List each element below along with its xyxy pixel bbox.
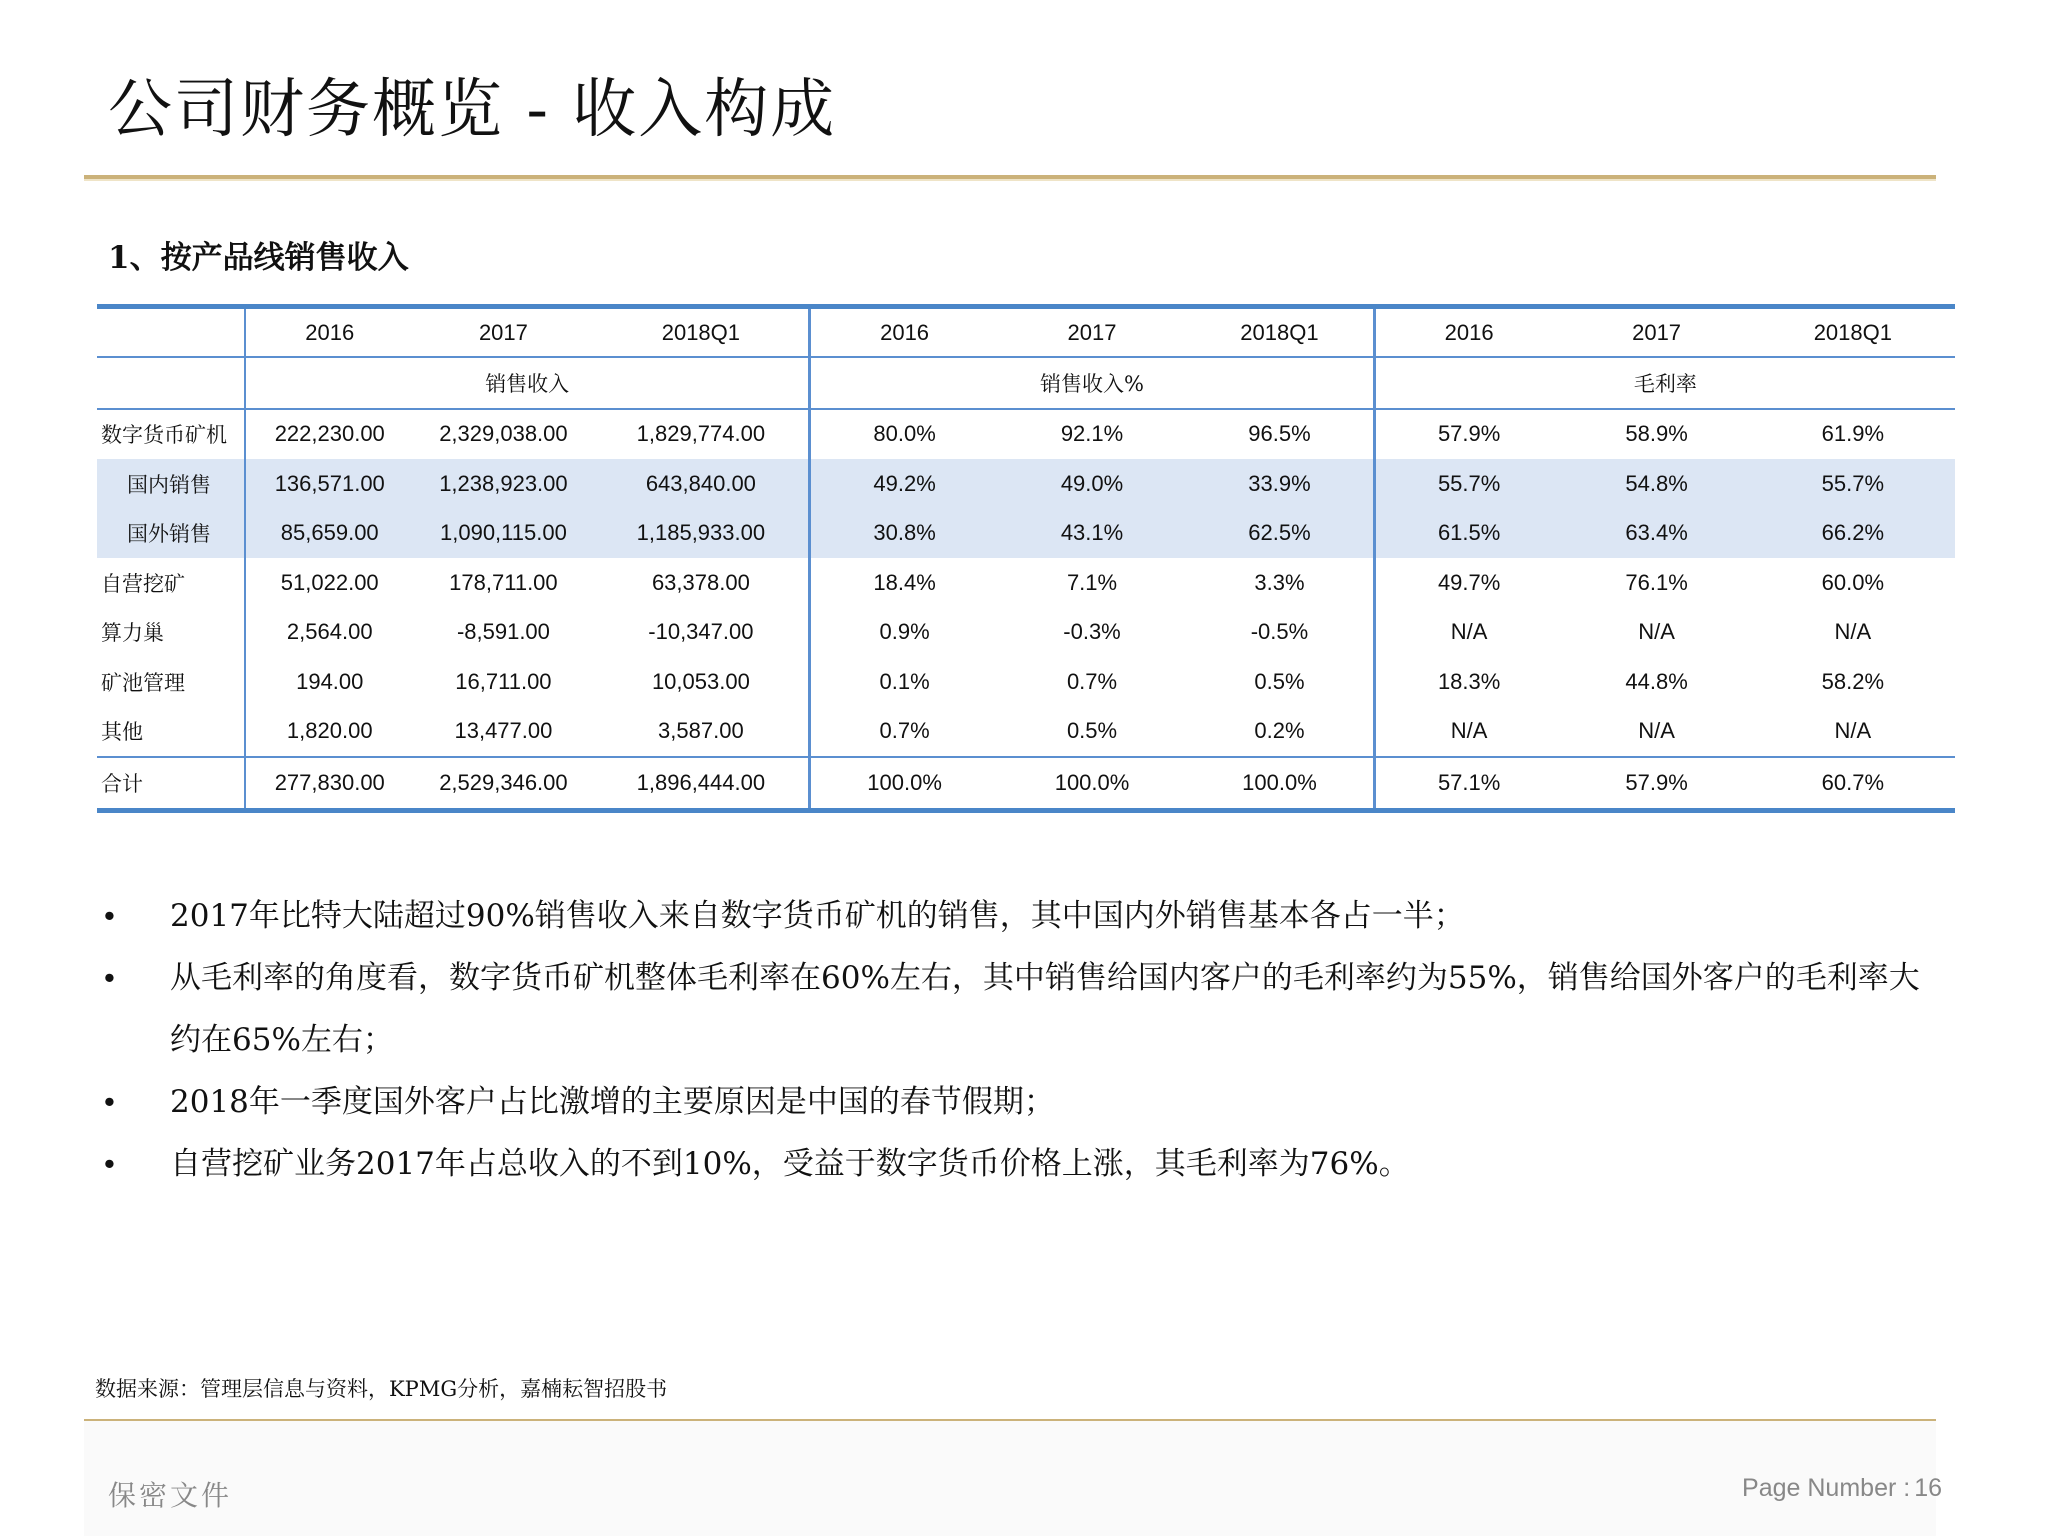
- page-number-label: Page Number :: [1742, 1474, 1911, 1502]
- table-cell: 80.0%: [810, 409, 998, 460]
- table-cell: 30.8%: [810, 509, 998, 559]
- table-cell: N/A: [1834, 619, 1872, 645]
- year-header-row: [97, 307, 1955, 358]
- bullet-dot-icon: •: [104, 960, 115, 995]
- table-cell: -0.5%: [1250, 619, 1309, 645]
- table-cell: 7.1%: [1066, 569, 1118, 595]
- table-cell: 96.5%: [1248, 421, 1311, 447]
- table-cell: 66.2%: [1751, 509, 1955, 559]
- table-cell: 16,711.00: [455, 668, 552, 694]
- table-cell: 1,896,444.00: [594, 757, 810, 810]
- row-label: 国内销售: [97, 459, 245, 509]
- table-cell: 10,053.00: [651, 668, 750, 694]
- bullet-item: [100, 947, 1930, 1071]
- bullet-dot-icon: •: [104, 1084, 115, 1119]
- table-cell: 43.1%: [998, 509, 1186, 559]
- table-row: [97, 409, 1955, 460]
- year-header: 2016: [245, 307, 413, 358]
- table-cell: 0.5%: [1254, 668, 1305, 694]
- table-cell: 18.3%: [1374, 657, 1562, 707]
- row-label: 数字货币矿机: [101, 423, 227, 448]
- page-title: 公司财务概览 - 收入构成: [108, 73, 837, 147]
- group-corner: [97, 357, 245, 409]
- year-header: 2017: [998, 307, 1186, 358]
- table-cell: 1,185,933.00: [594, 509, 810, 559]
- bullet-text: 2018年一季度国外客户占比激增的主要原因是中国的春节假期；: [170, 1084, 1055, 1120]
- table-cell: -10,347.00: [648, 619, 754, 645]
- table-cell: 55.7%: [1751, 459, 1955, 509]
- table-cell: 1,820.00: [245, 707, 413, 758]
- table-row: [97, 657, 1955, 707]
- table-cell: 49.2%: [810, 459, 998, 509]
- table-cell: 0.5%: [1066, 718, 1118, 744]
- table-cell: 85,659.00: [245, 509, 413, 559]
- row-label: 其他: [101, 720, 143, 745]
- table-cell: 3.3%: [1254, 569, 1305, 595]
- table-cell: N/A: [1638, 718, 1675, 744]
- group-header-row: [97, 357, 1955, 409]
- bullet-item: [100, 1133, 1930, 1195]
- table-cell: 100.0%: [810, 757, 998, 810]
- table-row: [97, 558, 1955, 608]
- title-divider: [84, 175, 1936, 179]
- page-number: [1738, 1474, 1942, 1503]
- table-cell: 58.2%: [1821, 668, 1885, 694]
- table-cell: 62.5%: [1186, 509, 1374, 559]
- table-cell: 18.4%: [810, 558, 998, 608]
- table-cell: 63,378.00: [651, 569, 750, 595]
- table-row: [97, 459, 1955, 509]
- table-cell: 13,477.00: [454, 718, 553, 744]
- footer-band: [84, 1421, 1936, 1536]
- table-row: [97, 707, 1955, 758]
- confidential-label: 保密文件: [108, 1479, 233, 1512]
- bullet-text: 自营挖矿业务2017年占总收入的不到10%，受益于数字货币价格上涨，其毛利率为76%。: [170, 1146, 1410, 1182]
- table-cell: -0.3%: [1063, 619, 1121, 645]
- row-label: 矿池管理: [101, 670, 185, 695]
- table-cell: 1,238,923.00: [413, 459, 593, 509]
- table-cell: 61.5%: [1374, 509, 1562, 559]
- year-header: 2017: [1562, 307, 1750, 358]
- table-cell: 76.1%: [1625, 569, 1688, 595]
- year-header: 2017: [413, 307, 593, 358]
- table-cell: 2,329,038.00: [439, 421, 568, 447]
- table-cell: 643,840.00: [594, 459, 810, 509]
- revenue-table-container: [97, 304, 1955, 813]
- table-cell: 92.1%: [1060, 421, 1124, 447]
- header-corner: [97, 307, 245, 358]
- year-header: 2018Q1: [594, 307, 810, 358]
- table-cell: 277,830.00: [245, 757, 413, 810]
- row-label: 国外销售: [97, 509, 245, 559]
- table-cell: N/A: [1374, 707, 1562, 758]
- table-cell: 0.7%: [1066, 668, 1118, 694]
- total-row: [97, 757, 1955, 810]
- bullet-dot-icon: •: [104, 898, 115, 933]
- bullet-text: 2017年比特大陆超过90%销售收入来自数字货币矿机的销售，其中国内外销售基本各占一半；: [170, 898, 1465, 934]
- table-row: [97, 509, 1955, 559]
- row-label: 算力巢: [101, 621, 164, 646]
- table-cell: 58.9%: [1625, 421, 1688, 447]
- table-cell: 0.2%: [1254, 718, 1305, 744]
- table-row: [97, 608, 1955, 658]
- revenue-table: [97, 304, 1955, 813]
- table-cell: 60.7%: [1751, 757, 1955, 810]
- table-cell: N/A: [1638, 619, 1675, 645]
- year-header: 2018Q1: [1751, 307, 1955, 358]
- table-cell: 3,587.00: [658, 718, 744, 744]
- table-cell: 100.0%: [998, 757, 1186, 810]
- table-cell: 55.7%: [1374, 459, 1562, 509]
- table-cell: 0.7%: [810, 707, 998, 758]
- table-cell: -8,591.00: [456, 619, 550, 645]
- table-cell: 61.9%: [1821, 421, 1885, 447]
- bullet-list: [100, 885, 1930, 1195]
- year-header: 2016: [1374, 307, 1562, 358]
- table-cell: 60.0%: [1821, 569, 1885, 595]
- year-header: 2018Q1: [1186, 307, 1374, 358]
- table-cell: 57.1%: [1374, 757, 1562, 810]
- table-cell: 2,564.00: [245, 608, 413, 658]
- table-cell: 0.1%: [810, 657, 998, 707]
- section-title: 1、按产品线销售收入: [108, 240, 409, 276]
- table-cell: 2,529,346.00: [413, 757, 593, 810]
- table-cell: 222,230.00: [245, 409, 413, 460]
- table-cell: 51,022.00: [245, 558, 413, 608]
- bullet-item: [100, 1071, 1930, 1133]
- table-cell: 57.9%: [1562, 757, 1750, 810]
- table-cell: N/A: [1834, 718, 1872, 744]
- group-header-gross-margin: 毛利率: [1374, 357, 1955, 409]
- table-cell: 0.9%: [810, 608, 998, 658]
- table-cell: N/A: [1374, 608, 1562, 658]
- group-header-revenue-pct: 销售收入%: [810, 357, 1375, 409]
- table-cell: 63.4%: [1562, 509, 1750, 559]
- table-cell: 136,571.00: [245, 459, 413, 509]
- table-cell: 44.8%: [1625, 668, 1688, 694]
- table-cell: 178,711.00: [449, 569, 558, 595]
- table-cell: 57.9%: [1374, 409, 1562, 460]
- table-cell: 194.00: [245, 657, 413, 707]
- bullet-item: [100, 885, 1930, 947]
- row-label: 自营挖矿: [101, 571, 185, 596]
- table-cell: 100.0%: [1186, 757, 1374, 810]
- table-cell: 1,829,774.00: [636, 421, 766, 447]
- bullet-text: 从毛利率的角度看，数字货币矿机整体毛利率在60%左右，其中销售给国内客户的毛利率约为55%，销售给国外客户的毛利率大约在65%左右；: [170, 960, 1920, 1058]
- data-source-note: 数据来源：管理层信息与资料，KPMG分析，嘉楠耘智招股书: [95, 1377, 668, 1401]
- row-label: 合计: [97, 757, 245, 810]
- page-number-value: 16: [1914, 1474, 1942, 1502]
- table-cell: 33.9%: [1186, 459, 1374, 509]
- table-cell: 54.8%: [1562, 459, 1750, 509]
- table-cell: 49.7%: [1374, 558, 1562, 608]
- table-cell: 49.0%: [998, 459, 1186, 509]
- table-cell: 1,090,115.00: [413, 509, 593, 559]
- group-header-revenue: 销售收入: [245, 357, 810, 409]
- year-header: 2016: [810, 307, 998, 358]
- bullet-dot-icon: •: [104, 1146, 115, 1181]
